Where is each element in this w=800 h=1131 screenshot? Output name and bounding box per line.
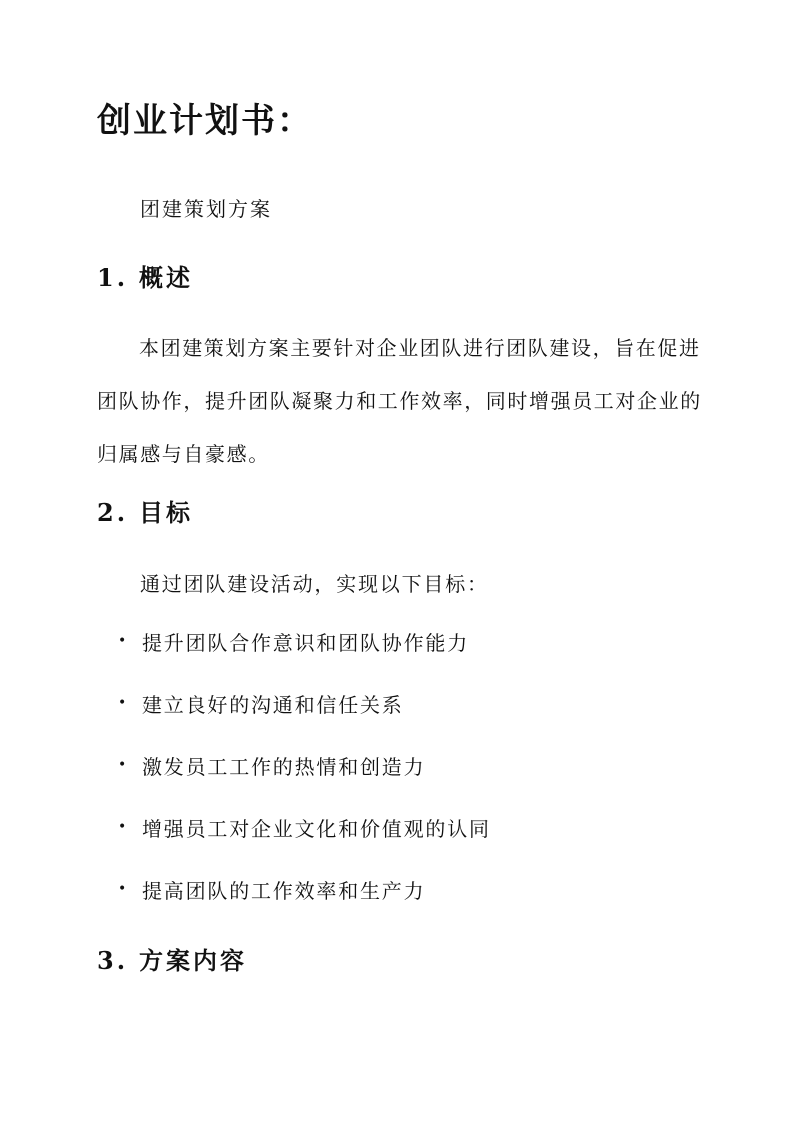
list-item-text: 激发员工工作的热情和创造力 <box>142 755 426 779</box>
bullet-icon: • <box>118 819 129 835</box>
document-subtitle: 团建策划方案 <box>140 197 272 221</box>
list-item <box>118 689 491 751</box>
bullet-icon: • <box>118 757 129 773</box>
section-title: 概述 <box>139 263 193 292</box>
section-heading-overview <box>97 258 193 293</box>
list-item <box>118 751 491 813</box>
section-heading-plan-content <box>97 941 247 976</box>
list-item <box>118 813 491 875</box>
goals-intro: 通过团队建设活动，实现以下目标： <box>140 572 489 596</box>
bullet-icon: • <box>118 695 129 711</box>
list-item-text: 提高团队的工作效率和生产力 <box>142 879 426 903</box>
bullet-icon: • <box>118 881 129 897</box>
list-item <box>118 875 491 937</box>
goals-bullet-list <box>118 627 491 937</box>
list-item <box>118 627 491 689</box>
list-item-text: 建立良好的沟通和信任关系 <box>142 693 404 717</box>
section-number: 3. <box>97 946 129 975</box>
section-title: 方案内容 <box>139 946 247 975</box>
section-title: 目标 <box>139 498 193 527</box>
document-title: 创业计划书： <box>97 101 313 141</box>
section-heading-goals <box>97 493 193 528</box>
list-item-text: 增强员工对企业文化和价值观的认同 <box>142 817 491 841</box>
section-number: 2. <box>97 498 129 527</box>
overview-paragraph: 本团建策划方案主要针对企业团队进行团队建设，旨在促进团队协作，提升团队凝聚力和工作效率，同时增强员工对企业的归属感与自豪感。 <box>97 336 702 466</box>
list-item-text: 提升团队合作意识和团队协作能力 <box>142 631 469 655</box>
bullet-icon: • <box>118 633 129 649</box>
section-number: 1. <box>97 263 129 292</box>
